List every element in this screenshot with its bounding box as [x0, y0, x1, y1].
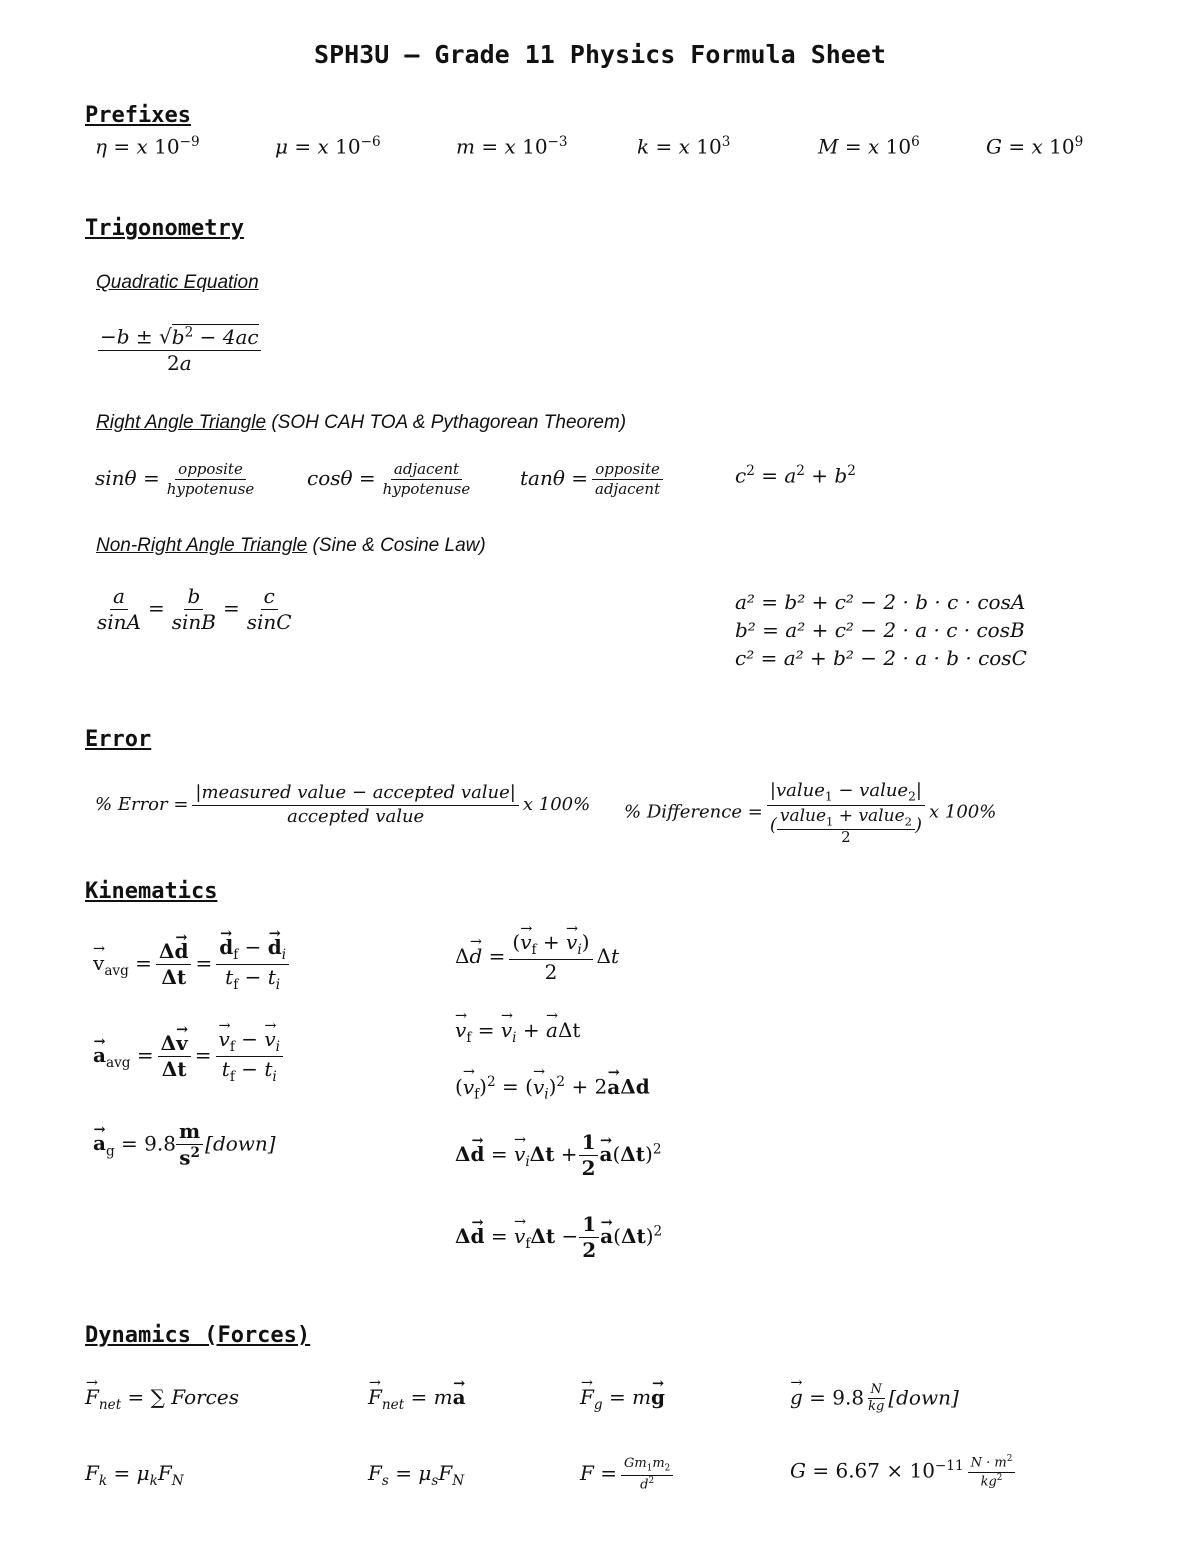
- net-force-sum: → $F_{net}$ = ∑ Forces: [85, 1385, 239, 1413]
- quadratic-formula: $\frac{-b \pm √b^2 - 4ac}{2a}$: [100, 324, 259, 375]
- velocity-squared: (→ $v_f)^2$ = (→ $v_i)^2 + 2\to a\Delta d$: [455, 1074, 650, 1103]
- kinetic-friction: $F_k = \mu_kF_N$: [85, 1461, 184, 1489]
- average-velocity: → $v_{avg}$ = $\frac{\Delta\to d}{\Delta t}$ = → $\frac{d_f - \to d_i}{t_f - t_i}$: [93, 935, 293, 994]
- gravity-force: → $F_g = m\to g$: [580, 1385, 665, 1413]
- displacement-average-velocity: Δ→ d = $\frac{(\to v_f + \to v_i)}{2}$ Δt: [455, 930, 619, 985]
- cosine-law-a: a² = b² + c² − 2 · b · c · cosA: [735, 590, 1026, 614]
- section-heading-trigonometry: Trigonometry: [85, 216, 244, 241]
- section-heading-dynamics: Dynamics (Forces): [85, 1323, 311, 1348]
- displacement-final-velocity: Δ→ d = → $v_f\Delta t$ − $\frac{1}{2}$ → $a(\Delta t)^2$: [455, 1212, 662, 1263]
- final-velocity: → $v_f$ = → $v_i$ + → aΔt: [455, 1018, 580, 1046]
- newtons-second-law: → $F_{net} = m\to a$: [368, 1385, 466, 1413]
- section-heading-error: Error: [85, 727, 152, 752]
- gravitational-acceleration: → $a_g = 9.8$ $\frac{m}{s^2}$ [down]: [93, 1119, 276, 1171]
- prefix-micro: μ = x $10^{-6}$: [275, 134, 381, 159]
- displacement-initial-velocity: Δ→ d = → $v_i\Delta t$ + $\frac{1}{2}$ → $a(\Delta t)^2$: [455, 1130, 662, 1181]
- prefix-kilo: k = x $10^3$: [637, 134, 731, 159]
- non-right-triangle-label: Non-Right Angle Triangle (Sine & Cosine Law): [96, 535, 486, 556]
- percent-difference-formula: % Difference = |value$_1$ − value$_2$| ( value$_1$ + value$_2$ 2 ) x 100%: [624, 780, 997, 846]
- gravitational-constant: $G = 6.67 \times 10^{-11}$ $\frac{N \cdot m^2}{kg^2}$: [790, 1454, 1019, 1490]
- percent-error-formula: % Error = |measured value − accepted value| accepted value x 100%: [95, 782, 591, 827]
- static-friction: $F_s = \mu_sF_N$: [368, 1461, 465, 1489]
- cosine-ratio: cosθ = adjacent hypotenuse: [307, 460, 471, 498]
- cosine-law-c: c² = a² + b² − 2 · a · b · cosC: [735, 646, 1027, 670]
- page-title: SPH3U – Grade 11 Physics Formula Sheet: [314, 40, 886, 69]
- prefix-milli: m = x $10^{-3}$: [456, 134, 568, 159]
- prefix-nano: η = x $10^{-9}$: [95, 134, 200, 159]
- sine-ratio: sinθ = opposite hypotenuse: [95, 460, 255, 498]
- right-triangle-label: Right Angle Triangle (SOH CAH TOA & Pythagorean Theorem): [96, 412, 627, 433]
- section-heading-prefixes: Prefixes: [85, 103, 191, 128]
- sine-law: $\frac{a}{\sin A}$ = $\frac{b}{\sin B}$ = $\frac{c}{\sin C}$: [97, 584, 292, 634]
- prefix-mega: M = x $10^6$: [818, 134, 920, 159]
- gravitational-field: → g = 9.8 $\frac{N}{kg}$ [down]: [790, 1382, 959, 1416]
- cosine-law-b: b² = a² + c² − 2 · a · c · cosB: [735, 618, 1025, 642]
- average-acceleration: → $a_{avg}$ = $\frac{\Delta\to v}{\Delta t}$ = → $\frac{v_f - \to v_i}{t_f - t_i}$: [93, 1027, 287, 1086]
- section-heading-kinematics: Kinematics: [85, 879, 218, 904]
- universal-gravitation: F = $\frac{Gm_1m_2}{d^2}$: [580, 1456, 677, 1493]
- quadratic-label: Quadratic Equation: [96, 272, 259, 293]
- pythagorean-theorem: $c^2 = a^2 + b^2$: [735, 463, 856, 488]
- cosine-law: [735, 588, 1027, 672]
- tangent-ratio: tanθ = opposite adjacent: [520, 460, 667, 499]
- prefix-giga: G = x $10^9$: [986, 134, 1084, 159]
